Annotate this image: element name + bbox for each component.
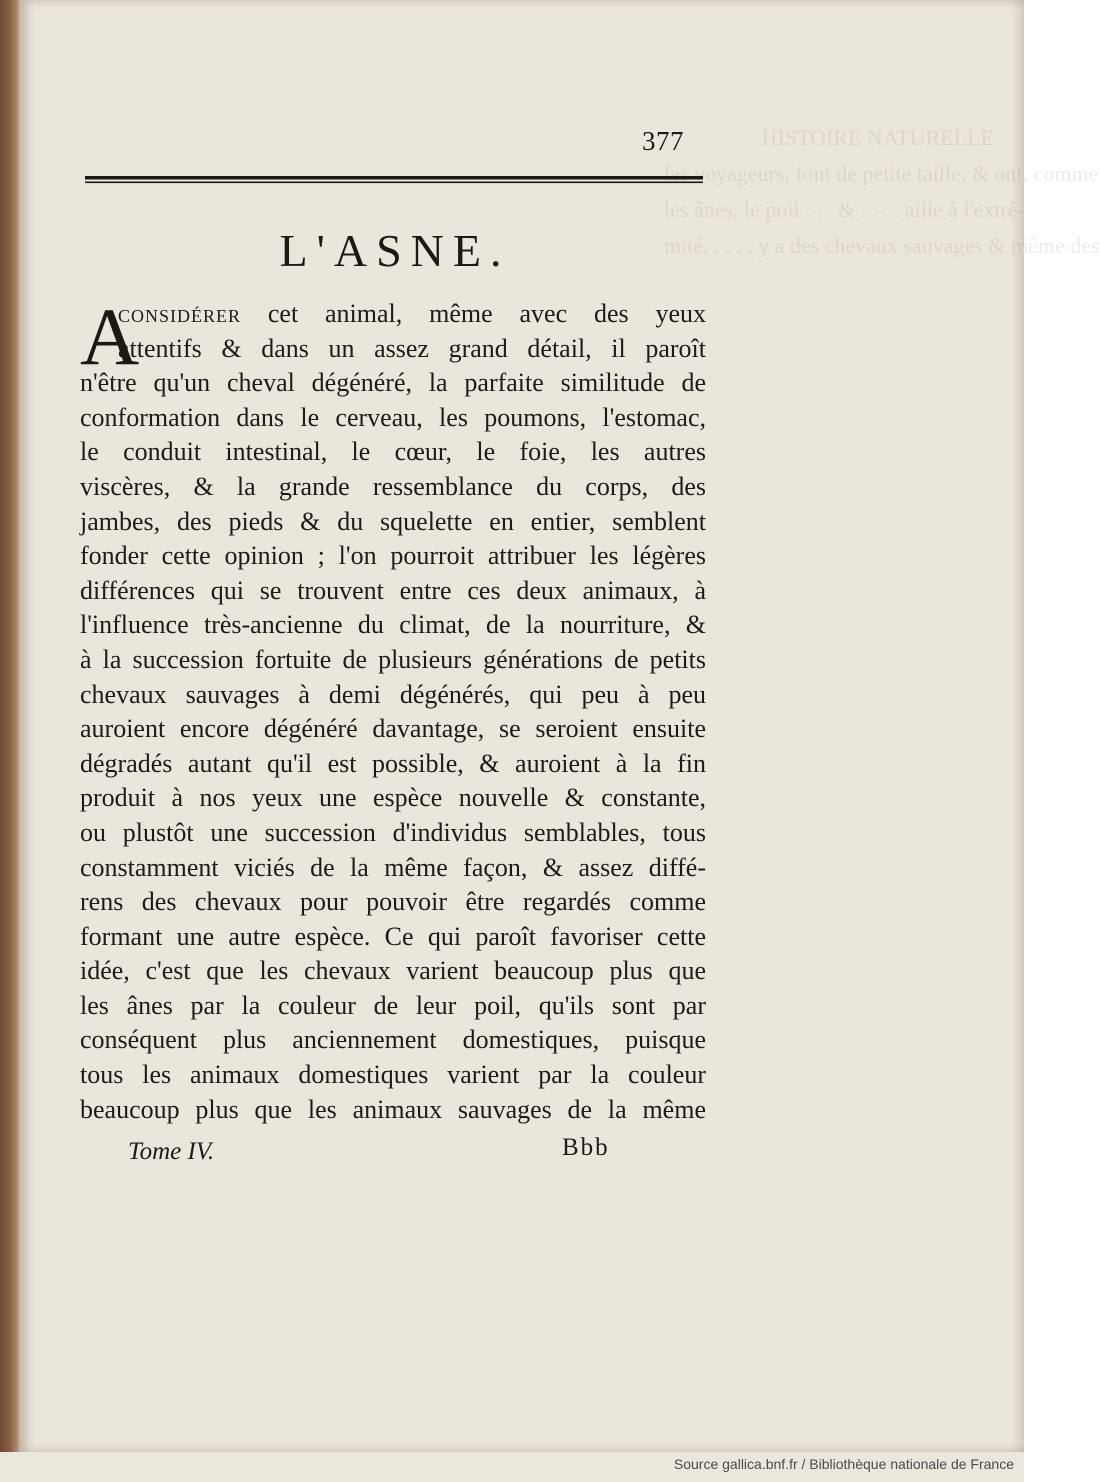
- text-line: tous les animaux domestiques varient par la couleur: [80, 1060, 706, 1090]
- signature-mark: Bbb: [562, 1134, 610, 1161]
- text-line: jambes, des pieds & du squelette en entier, semblent: [80, 506, 706, 536]
- source-credit: Source gallica.bnf.fr / Bibliothèque nationale de France: [673, 1456, 1014, 1472]
- text-line: attentifs & dans un assez grand détail, il paroît: [118, 333, 706, 363]
- body-text: [80, 291, 706, 1127]
- text-line: dégradés autant qu'il est possible, & auroient à la fin: [80, 748, 706, 778]
- text-line: n'être qu'un cheval dégénéré, la parfaite similitude de: [80, 368, 706, 398]
- text-line: rens des chevaux pour pouvoir être regardés comme: [80, 887, 706, 917]
- text-line: différences qui se trouvent entre ces deux animaux, à: [80, 575, 706, 605]
- drop-cap: A: [80, 291, 140, 382]
- header-rule: [85, 176, 703, 185]
- page-number: 377: [642, 126, 684, 156]
- text-line: le conduit intestinal, le cœur, le foie, les autres: [80, 437, 706, 467]
- text-line: conséquent plus anciennement domestiques, puisque: [80, 1025, 706, 1055]
- text-line: l'influence très-ancienne du climat, de la nourriture, &: [80, 610, 706, 640]
- chapter-title: L'ASNE.: [279, 225, 511, 276]
- text-line: à la succession fortuite de plusieurs générations de petits: [80, 644, 706, 674]
- text-line: constamment viciés de la même façon, & assez diffé-: [80, 852, 706, 882]
- book-cover-edge: [0, 0, 22, 1452]
- text-line: beaucoup plus que les animaux sauvages de la même: [80, 1094, 706, 1124]
- first-line-rest: cet animal, même avec des yeux: [241, 299, 706, 328]
- text-line: conformation dans le cerveau, les poumons, l'estomac,: [80, 402, 706, 432]
- text-line: auroient encore dégénéré davantage, se seroient ensuite: [80, 714, 706, 744]
- text-line-first: [80, 297, 706, 332]
- small-caps-opening: considérer: [118, 299, 242, 328]
- text-line: formant une autre espèce. Ce qui paroît favoriser cette: [80, 921, 706, 951]
- volume-label: Tome IV.: [128, 1138, 215, 1165]
- text-line: ou plustôt une succession d'individus semblables, tous: [80, 817, 706, 847]
- text-line: viscères, & la grande ressemblance du corps, des: [80, 471, 706, 501]
- text-line: idée, c'est que les chevaux varient beaucoup plus que: [80, 956, 706, 986]
- text-line: produit à nos yeux une espèce nouvelle & constante,: [80, 783, 706, 813]
- text-line: les ânes par la couleur de leur poil, qu'ils sont par: [80, 990, 706, 1020]
- text-line: fonder cette opinion ; l'on pourroit attribuer les légères: [80, 541, 706, 571]
- text-line: chevaux sauvages à demi dégénérés, qui peu à peu: [80, 679, 706, 709]
- show-through-text: HISTOIRE NATURELLE les voyageurs, font de petite taille, & ont, comme les ânes, le poil . . . & . . . . aille à l'extré- mité, . . . . y a des chevaux sauvages & même des: [664, 125, 1100, 258]
